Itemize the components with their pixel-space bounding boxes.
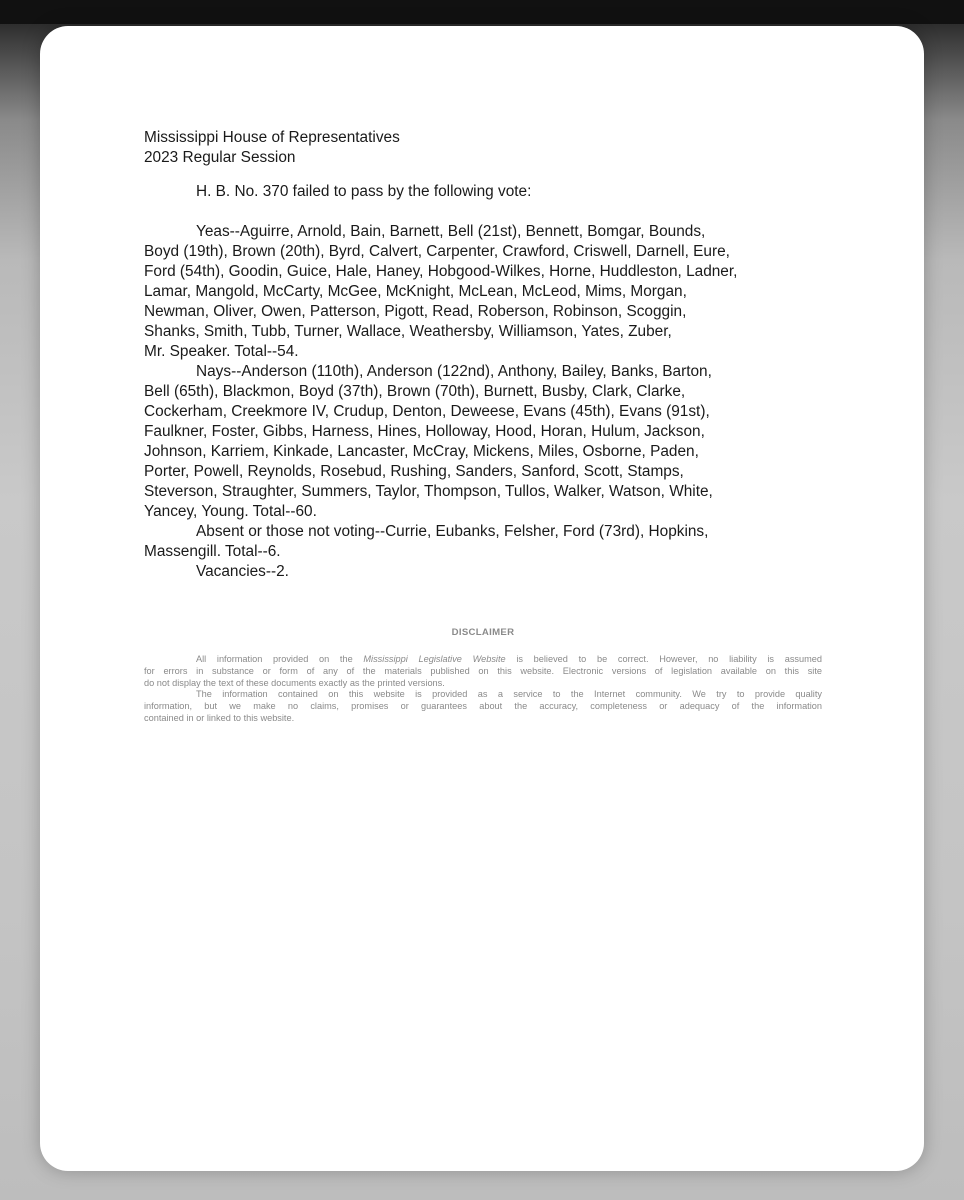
disclaimer-title: DISCLAIMER xyxy=(451,627,515,638)
yeas-line: Ford (54th), Goodin, Guice, Hale, Haney, Hobgood-Wilkes, Horne, Huddleston, Ladner, xyxy=(144,263,738,280)
nays-paragraph xyxy=(144,362,824,522)
vacancies-paragraph xyxy=(144,562,824,582)
yeas-line: Yeas--Aguirre, Arnold, Bain, Barnett, Bell (21st), Bennett, Bomgar, Bounds, xyxy=(196,223,706,240)
disclaimer-text: All information provided on the xyxy=(196,654,364,664)
vacancies-line: Vacancies--2. xyxy=(196,563,289,580)
nays-line: Bell (65th), Blackmon, Boyd (37th), Brown (70th), Burnett, Busby, Clark, Clarke, xyxy=(144,383,686,400)
top-bar xyxy=(0,0,964,24)
document-page xyxy=(40,26,924,1171)
disclaimer-line: information, but we make no claims, promises or guarantees about the accuracy, completeness or adequacy of the information xyxy=(144,701,822,712)
nays-line: Nays--Anderson (110th), Anderson (122nd), Anthony, Bailey, Banks, Barton, xyxy=(196,363,712,380)
yeas-line: Mr. Speaker. Total--54. xyxy=(144,343,299,360)
nays-line: Cockerham, Creekmore IV, Crudup, Denton, Deweese, Evans (45th), Evans (91st), xyxy=(144,403,710,420)
yeas-line: Boyd (19th), Brown (20th), Byrd, Calvert, Carpenter, Crawford, Criswell, Darnell, Eure, xyxy=(144,243,730,260)
disclaimer-paragraph-1 xyxy=(144,654,822,689)
nays-line: Faulkner, Foster, Gibbs, Harness, Hines, Holloway, Hood, Horan, Hulum, Jackson, xyxy=(144,423,705,440)
disclaimer-paragraph-2 xyxy=(144,689,822,724)
bill-statement: H. B. No. 370 failed to pass by the following vote: xyxy=(196,183,532,200)
disclaimer-line: The information contained on this website is provided as a service to the Internet community. We try to provide quality xyxy=(196,689,822,700)
disclaimer-line: do not display the text of these documents exactly as the printed versions. xyxy=(144,677,445,688)
website-name: Mississippi Legislative Website xyxy=(363,654,506,664)
yeas-paragraph xyxy=(144,222,824,362)
nays-line: Johnson, Karriem, Kinkade, Lancaster, McCray, Mickens, Miles, Osborne, Paden, xyxy=(144,443,699,460)
document-body xyxy=(144,128,824,582)
disclaimer-text: is believed to be correct. However, no liability is assumed xyxy=(505,654,823,664)
disclaimer-line: for errors in substance or form of any of the materials published on this website. Electronic versions of legislation available on this site xyxy=(144,665,822,676)
nays-line: Steverson, Straughter, Summers, Taylor, Thompson, Tullos, Walker, Watson, White, xyxy=(144,483,713,500)
disclaimer-line: contained in or linked to this website. xyxy=(144,712,295,723)
chamber-title: Mississippi House of Representatives xyxy=(144,129,400,146)
absent-paragraph xyxy=(144,522,824,562)
disclaimer-line xyxy=(144,654,822,666)
absent-line: Massengill. Total--6. xyxy=(144,543,281,560)
absent-line: Absent or those not voting--Currie, Eubanks, Felsher, Ford (73rd), Hopkins, xyxy=(196,523,709,540)
yeas-line: Shanks, Smith, Tubb, Turner, Wallace, Weathersby, Williamson, Yates, Zuber, xyxy=(144,323,672,340)
yeas-line: Lamar, Mangold, McCarty, McGee, McKnight, McLean, McLeod, Mims, Morgan, xyxy=(144,283,687,300)
nays-line: Porter, Powell, Reynolds, Rosebud, Rushing, Sanders, Sanford, Scott, Stamps, xyxy=(144,463,684,480)
session-title: 2023 Regular Session xyxy=(144,149,296,166)
vote-tally xyxy=(144,222,824,582)
yeas-line: Newman, Oliver, Owen, Patterson, Pigott, Read, Roberson, Robinson, Scoggin, xyxy=(144,303,687,320)
nays-line: Yancey, Young. Total--60. xyxy=(144,503,317,520)
disclaimer-section xyxy=(144,627,822,725)
